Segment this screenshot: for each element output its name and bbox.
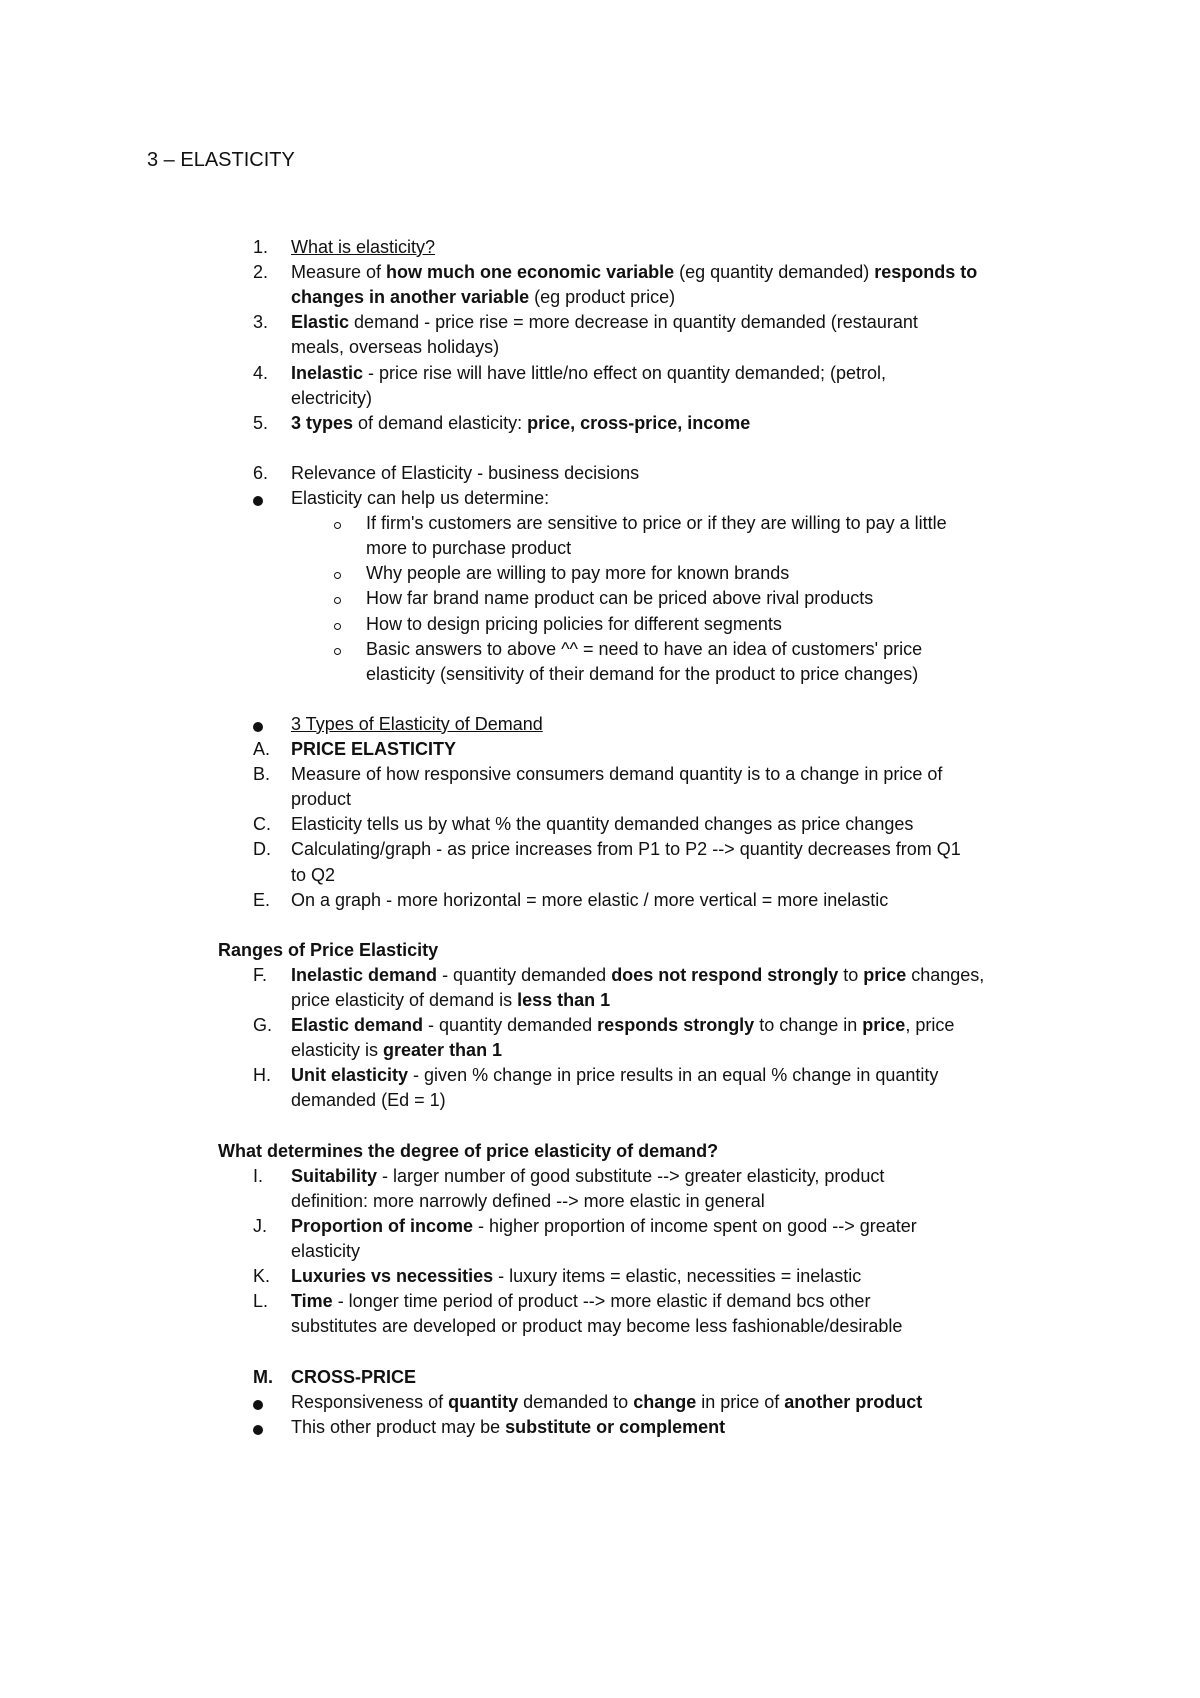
- text-run: change: [633, 1391, 697, 1412]
- list-marker: J.: [253, 1215, 268, 1236]
- list-item-text: [291, 764, 942, 785]
- bullet-text: [291, 488, 549, 509]
- list-item-text: [291, 839, 961, 860]
- list-item-text: [291, 262, 977, 283]
- bullet-icon: [253, 1400, 263, 1410]
- text-run: price: [863, 964, 907, 985]
- text-run: responds to: [874, 262, 978, 283]
- list-item-text: [291, 1241, 360, 1262]
- text-run: What is elasticity?: [291, 237, 436, 257]
- list-marker: 5.: [253, 412, 269, 433]
- text-run: demanded (Ed = 1): [291, 1090, 446, 1111]
- text-run: to Q2: [291, 864, 336, 885]
- text-run: - quantity demanded: [437, 964, 612, 985]
- sub-bullet-text: [366, 513, 947, 534]
- list-marker: 4.: [253, 362, 269, 383]
- list-item-text: [291, 237, 435, 258]
- list-item-text: [291, 1040, 502, 1061]
- text-run: price elasticity of demand is: [291, 990, 518, 1010]
- text-run: Elastic: [291, 312, 350, 333]
- text-run: elasticity: [291, 1241, 361, 1261]
- list-item-text: [291, 363, 886, 384]
- hollow-bullet-icon: [334, 572, 341, 579]
- list-item-text: [291, 814, 913, 835]
- text-run: Unit elasticity: [291, 1065, 409, 1086]
- text-run: , price: [905, 1015, 955, 1036]
- list-item-text: [291, 312, 918, 333]
- list-item-text: [291, 739, 456, 760]
- text-run: quantity: [448, 1391, 519, 1412]
- sub-bullet-text: [366, 639, 922, 660]
- text-run: 3 types: [291, 412, 354, 433]
- text-run: Proportion of income: [291, 1215, 473, 1236]
- text-run: Relevance of Elasticity - business decisions: [291, 462, 640, 483]
- hollow-bullet-icon: [334, 522, 341, 529]
- sub-bullet-text: [366, 563, 789, 584]
- text-run: product: [291, 789, 352, 810]
- text-run: 3 Types of Elasticity of Demand: [291, 713, 543, 734]
- text-run: Basic answers to above ^^ = need to have an idea of customers' price: [366, 638, 923, 659]
- list-marker: D.: [253, 839, 271, 860]
- hollow-bullet-icon: [334, 648, 341, 655]
- text-run: - higher proportion of income spent on good --> greater: [473, 1215, 917, 1236]
- sub-bullet-text: [366, 664, 918, 685]
- text-run: responds strongly: [597, 1015, 755, 1036]
- text-run: This other product may be: [291, 1416, 506, 1437]
- text-run: more to purchase product: [366, 538, 572, 559]
- text-run: Luxuries vs necessities: [291, 1266, 494, 1287]
- list-item-text: [291, 413, 750, 434]
- list-marker: 1.: [253, 237, 269, 257]
- text-run: elasticity (sensitivity of their demand for the product to price changes): [366, 663, 919, 684]
- list-marker: K.: [253, 1266, 271, 1287]
- text-run: Calculating/graph - as price increases from P1 to P2 --> quantity decreases from Q1: [291, 839, 961, 860]
- list-item-text: [291, 1316, 902, 1337]
- hollow-bullet-icon: [334, 623, 341, 630]
- list-marker: 3.: [253, 312, 269, 333]
- list-marker: M.: [253, 1366, 273, 1387]
- text-run: Measure of how responsive consumers demand quantity is to a change in price of: [291, 764, 943, 785]
- list-item-text: [291, 1065, 938, 1086]
- page-title: 3 – ELASTICITY: [147, 149, 295, 171]
- list-marker: I.: [253, 1165, 264, 1186]
- text-run: CROSS-PRICE: [291, 1366, 417, 1387]
- text-run: PRICE ELASTICITY: [291, 739, 457, 759]
- bullet-text: [291, 1392, 922, 1413]
- text-run: What determines the degree of price elasticity of demand?: [218, 1140, 719, 1161]
- text-run: - quantity demanded: [423, 1015, 598, 1036]
- list-marker: F.: [253, 964, 268, 985]
- text-run: to: [838, 964, 864, 985]
- text-run: demanded to: [518, 1391, 634, 1412]
- text-run: (eg product price): [529, 287, 676, 308]
- sub-bullet-text: [366, 538, 571, 559]
- text-run: another product: [784, 1391, 923, 1412]
- text-run: does not respond strongly: [611, 964, 839, 985]
- list-item-text: [291, 1090, 446, 1111]
- list-item-text: [291, 890, 888, 911]
- text-run: elasticity is: [291, 1040, 384, 1061]
- list-item-text: [291, 1216, 917, 1237]
- bullet-icon: [253, 496, 263, 506]
- list-item-text: [291, 1266, 861, 1287]
- list-marker: A.: [253, 739, 271, 759]
- section-heading: [218, 1141, 718, 1162]
- list-marker: G.: [253, 1015, 273, 1036]
- text-run: substitutes are developed or product may become less fashionable/desirable: [291, 1316, 903, 1337]
- text-run: meals, overseas holidays): [291, 337, 500, 358]
- text-run: to change in: [754, 1015, 863, 1036]
- text-run: price: [862, 1015, 906, 1036]
- text-run: On a graph - more horizontal = more elastic / more vertical = more inelastic: [291, 889, 889, 910]
- text-run: - longer time period of product --> more elastic if demand bcs other: [332, 1291, 871, 1312]
- text-run: Ranges of Price Elasticity: [218, 939, 439, 960]
- sub-bullet-text: [366, 614, 782, 635]
- bullet-text: [291, 714, 543, 735]
- text-run: Responsiveness of: [291, 1391, 449, 1412]
- text-run: demand - price rise = more decrease in quantity demanded (restaurant: [349, 312, 918, 333]
- list-item-text: [291, 789, 351, 810]
- list-marker: E.: [253, 889, 271, 910]
- list-marker: 2.: [253, 262, 269, 283]
- list-marker: B.: [253, 764, 271, 785]
- text-run: less than 1: [517, 990, 611, 1010]
- text-run: Why people are willing to pay more for known brands: [366, 563, 790, 584]
- text-run: Elastic demand: [291, 1015, 424, 1036]
- text-run: If firm's customers are sensitive to price or if they are willing to pay a little: [366, 513, 947, 534]
- text-run: definition: more narrowly defined --> more elastic in general: [291, 1190, 765, 1211]
- list-item-text: [291, 1166, 884, 1187]
- text-run: substitute or complement: [505, 1416, 726, 1437]
- list-item-text: [291, 1015, 954, 1036]
- bullet-icon: [253, 722, 263, 732]
- text-run: how much one economic variable: [386, 262, 675, 283]
- bullet-icon: [253, 1425, 263, 1435]
- sub-bullet-text: [366, 588, 873, 609]
- text-run: - larger number of good substitute --> greater elasticity, product: [377, 1165, 885, 1186]
- list-marker: L.: [253, 1291, 269, 1312]
- list-marker: 6.: [253, 462, 269, 483]
- text-run: Time: [291, 1291, 333, 1312]
- text-run: Elasticity tells us by what % the quantity demanded changes as price changes: [291, 814, 914, 835]
- hollow-bullet-icon: [334, 597, 341, 604]
- text-run: changes in another variable: [291, 287, 530, 308]
- list-item-text: [291, 1191, 765, 1212]
- text-run: changes,: [906, 964, 985, 985]
- bullet-text: [291, 1417, 725, 1438]
- section-heading: [218, 940, 438, 961]
- text-run: electricity): [291, 387, 373, 408]
- text-run: (eg quantity demanded): [674, 262, 875, 283]
- list-item-text: [291, 337, 499, 358]
- text-run: greater than 1: [383, 1040, 503, 1061]
- text-run: of demand elasticity:: [353, 412, 528, 433]
- list-item-text: [291, 463, 639, 484]
- list-marker: H.: [253, 1065, 271, 1086]
- list-item-text: [291, 865, 335, 886]
- text-run: - luxury items = elastic, necessities = inelastic: [493, 1266, 862, 1287]
- text-run: Elasticity can help us determine:: [291, 488, 550, 508]
- text-run: - price rise will have little/no effect on quantity demanded; (petrol,: [363, 362, 886, 383]
- list-item-text: [291, 965, 984, 986]
- list-marker: C.: [253, 814, 271, 835]
- text-run: Inelastic demand: [291, 964, 438, 985]
- list-item-text: [291, 1367, 416, 1388]
- list-item-text: [291, 287, 675, 308]
- text-run: How far brand name product can be priced above rival products: [366, 588, 874, 609]
- text-run: Suitability: [291, 1165, 378, 1186]
- text-run: Measure of: [291, 262, 387, 283]
- text-run: - given % change in price results in an equal % change in quantity: [408, 1065, 939, 1086]
- text-run: How to design pricing policies for different segments: [366, 613, 782, 634]
- list-item-text: [291, 990, 610, 1011]
- text-run: Inelastic: [291, 362, 364, 383]
- list-item-text: [291, 388, 372, 409]
- text-run: price, cross-price, income: [527, 412, 751, 433]
- list-item-text: [291, 1291, 870, 1312]
- text-run: in price of: [696, 1391, 785, 1412]
